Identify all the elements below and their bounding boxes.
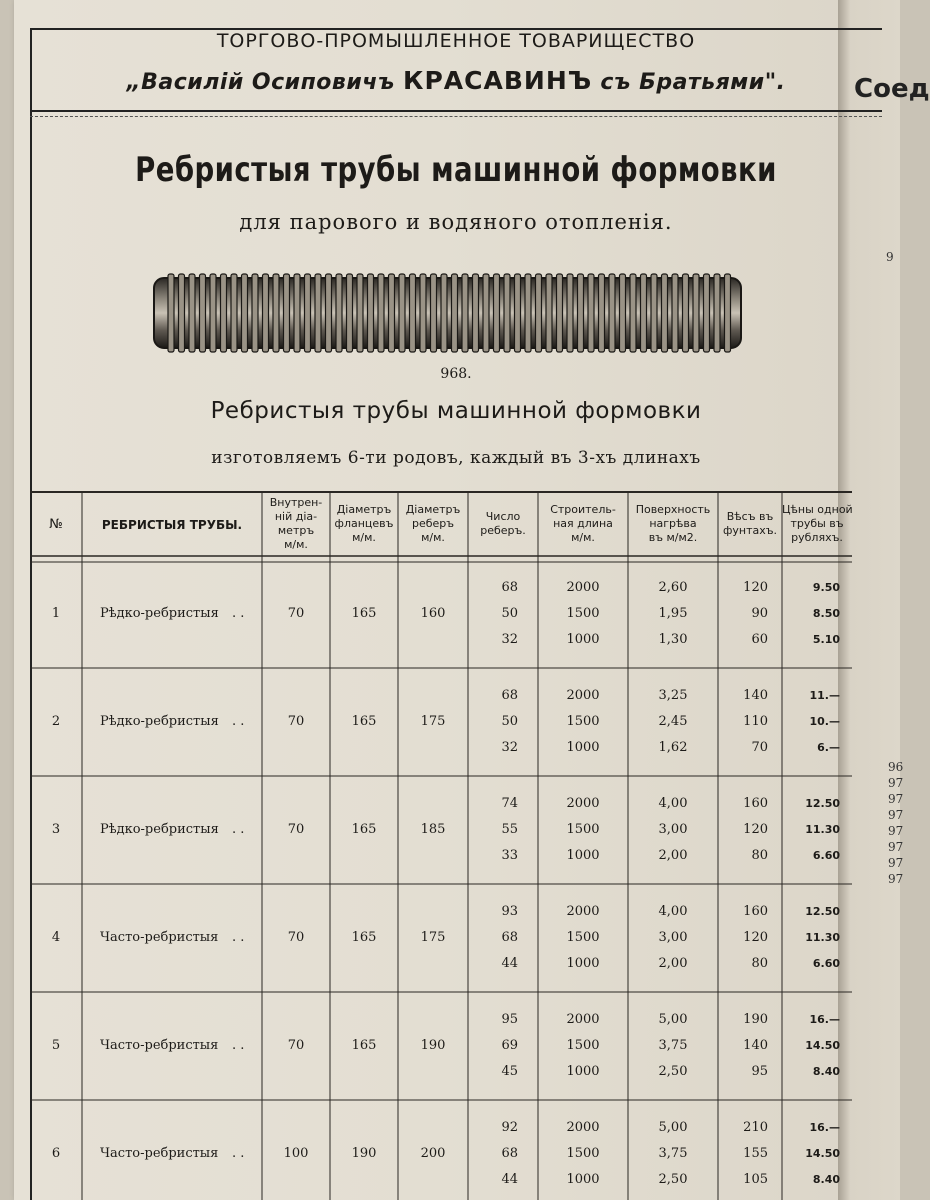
section-title: Ребристыя трубы машинной формовки — [210, 398, 702, 424]
row-weight: 95 — [751, 1064, 768, 1079]
row-flange-diameter: 165 — [351, 606, 377, 621]
row-inner-diameter: 70 — [287, 930, 305, 945]
row-price: 9.50 — [812, 581, 840, 594]
row-number: 6 — [51, 1146, 61, 1161]
row-surface: 4,00 — [658, 904, 688, 919]
row-rib-diameter: 175 — [420, 930, 446, 945]
row-surface: 3,75 — [658, 1146, 688, 1161]
row-length: 1000 — [566, 632, 600, 647]
row-length: 2000 — [566, 580, 600, 595]
row-rib-diameter: 175 — [420, 714, 446, 729]
row-length: 2000 — [566, 796, 600, 811]
row-surface: 5,00 — [658, 1120, 688, 1135]
row-rib-count: 68 — [501, 1146, 518, 1161]
row-surface: 2,60 — [658, 580, 688, 595]
col-header-length: Строитель- ная длина м/м. — [550, 503, 616, 544]
row-type: Часто-ребристыя — [100, 1146, 219, 1161]
row-price: 8.50 — [812, 607, 840, 620]
row-weight: 60 — [751, 632, 768, 647]
row-price: 16.— — [809, 1121, 840, 1134]
row-weight: 160 — [743, 796, 768, 811]
row-price: 6.60 — [812, 957, 840, 970]
row-rib-count: 74 — [501, 796, 518, 811]
adjacent-page-title: Соед — [854, 74, 930, 104]
adjacent-page-number: 9 — [886, 250, 894, 264]
row-length: 1500 — [566, 930, 600, 945]
row-price: 8.40 — [812, 1173, 840, 1186]
row-length: 1500 — [566, 1146, 600, 1161]
row-inner-diameter: 70 — [287, 822, 305, 837]
row-type: Часто-ребристыя — [100, 930, 219, 945]
row-rib-count: 95 — [501, 1012, 518, 1027]
row-weight: 80 — [751, 956, 768, 971]
row-length: 1000 — [566, 1064, 600, 1079]
row-surface: 1,95 — [658, 606, 688, 621]
row-weight: 120 — [743, 822, 768, 837]
page-title: Ребристыя трубы машинной формовки — [135, 150, 777, 190]
col-header-rib-count: Число реберъ. — [480, 510, 526, 537]
row-rib-diameter: 200 — [420, 1146, 446, 1161]
adjacent-page-number: 97 — [888, 776, 904, 790]
row-rib-count: 44 — [501, 1172, 518, 1187]
row-surface: 1,62 — [658, 740, 688, 755]
row-price: 6.— — [817, 741, 840, 754]
row-type: Рѣдко-ребристыя — [100, 822, 219, 837]
row-type-leader-dots: . . — [232, 714, 245, 729]
row-price: 12.50 — [805, 797, 840, 810]
company-type-line: ТОРГОВО-ПРОМЫШЛЕННОЕ ТОВАРИЩЕСТВО — [216, 30, 696, 52]
row-weight: 140 — [743, 688, 768, 703]
company-name-post: съ Братьями". — [592, 70, 786, 95]
adjacent-page-number: 97 — [888, 872, 904, 886]
row-weight: 110 — [743, 714, 768, 729]
row-surface: 2,50 — [658, 1172, 688, 1187]
row-price: 8.40 — [812, 1065, 840, 1078]
row-inner-diameter: 100 — [283, 1146, 309, 1161]
company-name-pre: „Василій Осиповичъ — [126, 70, 404, 95]
row-flange-diameter: 190 — [351, 1146, 377, 1161]
row-rib-count: 68 — [501, 580, 518, 595]
row-number: 5 — [51, 1038, 61, 1053]
col-header-num: № — [49, 517, 63, 532]
page-subtitle: для парового и водяного отопленія. — [239, 210, 673, 234]
row-price: 6.60 — [812, 849, 840, 862]
row-surface: 3,00 — [658, 822, 688, 837]
row-surface: 3,00 — [658, 930, 688, 945]
row-type: Рѣдко-ребристыя — [100, 714, 219, 729]
row-length: 1500 — [566, 606, 600, 621]
adjacent-page-number: 97 — [888, 808, 904, 822]
row-type-leader-dots: . . — [232, 930, 245, 945]
row-surface: 1,30 — [658, 632, 688, 647]
row-rib-count: 32 — [501, 632, 518, 647]
row-flange-diameter: 165 — [351, 822, 377, 837]
row-length: 1000 — [566, 1172, 600, 1187]
col-header-flange-diameter: Діаметръ фланцевъ м/м. — [334, 503, 394, 544]
row-length: 2000 — [566, 1012, 600, 1027]
adjacent-page-number: 97 — [888, 840, 904, 854]
company-brand: КРАСАВИНЪ — [403, 66, 593, 95]
row-weight: 140 — [743, 1038, 768, 1053]
row-rib-count: 68 — [501, 688, 518, 703]
row-type: Рѣдко-ребристыя — [100, 606, 219, 621]
row-number: 1 — [51, 606, 61, 621]
row-rib-diameter: 185 — [420, 822, 446, 837]
row-surface: 3,75 — [658, 1038, 688, 1053]
adjacent-page-number: 97 — [888, 824, 904, 838]
row-rib-count: 45 — [501, 1064, 518, 1079]
row-rib-count: 93 — [501, 904, 518, 919]
row-rib-count: 92 — [501, 1120, 518, 1135]
row-inner-diameter: 70 — [287, 606, 305, 621]
row-price: 16.— — [809, 1013, 840, 1026]
row-surface: 2,00 — [658, 848, 688, 863]
row-rib-count: 50 — [501, 714, 518, 729]
row-weight: 120 — [743, 930, 768, 945]
row-price: 12.50 — [805, 905, 840, 918]
row-price: 11.30 — [805, 823, 840, 836]
row-rib-count: 44 — [501, 956, 518, 971]
row-number: 4 — [51, 930, 61, 945]
row-rib-count: 55 — [501, 822, 518, 837]
col-header-price: Цѣны одной трубы въ рубляхъ. — [782, 503, 853, 544]
figure-number: 968. — [440, 366, 472, 382]
row-type-leader-dots: . . — [232, 606, 245, 621]
row-length: 1500 — [566, 1038, 600, 1053]
row-length: 2000 — [566, 1120, 600, 1135]
row-weight: 160 — [743, 904, 768, 919]
row-surface: 2,00 — [658, 956, 688, 971]
adjacent-page-number: 97 — [888, 792, 904, 806]
row-flange-diameter: 165 — [351, 714, 377, 729]
row-price: 14.50 — [805, 1039, 840, 1052]
row-inner-diameter: 70 — [287, 1038, 305, 1053]
row-rib-count: 32 — [501, 740, 518, 755]
row-rib-count: 69 — [501, 1038, 518, 1053]
row-type-leader-dots: . . — [232, 1146, 245, 1161]
row-weight: 105 — [743, 1172, 768, 1187]
row-length: 2000 — [566, 904, 600, 919]
row-surface: 4,00 — [658, 796, 688, 811]
adjacent-page-number: 96 — [888, 760, 904, 774]
row-rib-diameter: 160 — [420, 606, 446, 621]
row-surface: 2,45 — [658, 714, 688, 729]
row-flange-diameter: 165 — [351, 930, 377, 945]
col-header-inner-diameter: Внутрен- ній діа- метръ м/м. — [269, 496, 323, 551]
row-weight: 155 — [743, 1146, 768, 1161]
row-weight: 120 — [743, 580, 768, 595]
row-type-leader-dots: . . — [232, 1038, 245, 1053]
col-header-surface: Поверхность нагрѣва въ м/м2. — [635, 503, 711, 544]
col-header-rib-diameter: Діаметръ реберъ м/м. — [405, 503, 461, 544]
row-length: 1000 — [566, 740, 600, 755]
row-weight: 190 — [743, 1012, 768, 1027]
row-rib-count: 50 — [501, 606, 518, 621]
row-price: 14.50 — [805, 1147, 840, 1160]
row-flange-diameter: 165 — [351, 1038, 377, 1053]
row-number: 3 — [51, 822, 61, 837]
row-surface: 5,00 — [658, 1012, 688, 1027]
row-weight: 70 — [751, 740, 768, 755]
row-rib-diameter: 190 — [420, 1038, 446, 1053]
row-type: Часто-ребристыя — [100, 1038, 219, 1053]
row-price: 10.— — [809, 715, 840, 728]
row-price: 11.— — [809, 689, 840, 702]
row-weight: 210 — [743, 1120, 768, 1135]
row-weight: 80 — [751, 848, 768, 863]
row-length: 2000 — [566, 688, 600, 703]
adjacent-page-number: 97 — [888, 856, 904, 870]
row-inner-diameter: 70 — [287, 714, 305, 729]
row-surface: 2,50 — [658, 1064, 688, 1079]
row-length: 1500 — [566, 714, 600, 729]
row-weight: 90 — [751, 606, 768, 621]
row-surface: 3,25 — [658, 688, 688, 703]
col-header-weight: Вѣсъ въ фунтахъ. — [722, 510, 778, 537]
row-length: 1000 — [566, 848, 600, 863]
row-length: 1000 — [566, 956, 600, 971]
row-price: 11.30 — [805, 931, 840, 944]
row-rib-count: 33 — [501, 848, 518, 863]
row-number: 2 — [51, 714, 61, 729]
section-subtitle: изготовляемъ 6-ти родовъ, каждый въ 3-хъ длинахъ — [211, 448, 701, 468]
row-type-leader-dots: . . — [232, 822, 245, 837]
row-price: 5.10 — [812, 633, 840, 646]
col-header-type: РЕБРИСТЫЯ ТРУБЫ. — [101, 518, 243, 532]
row-length: 1500 — [566, 822, 600, 837]
row-rib-count: 68 — [501, 930, 518, 945]
